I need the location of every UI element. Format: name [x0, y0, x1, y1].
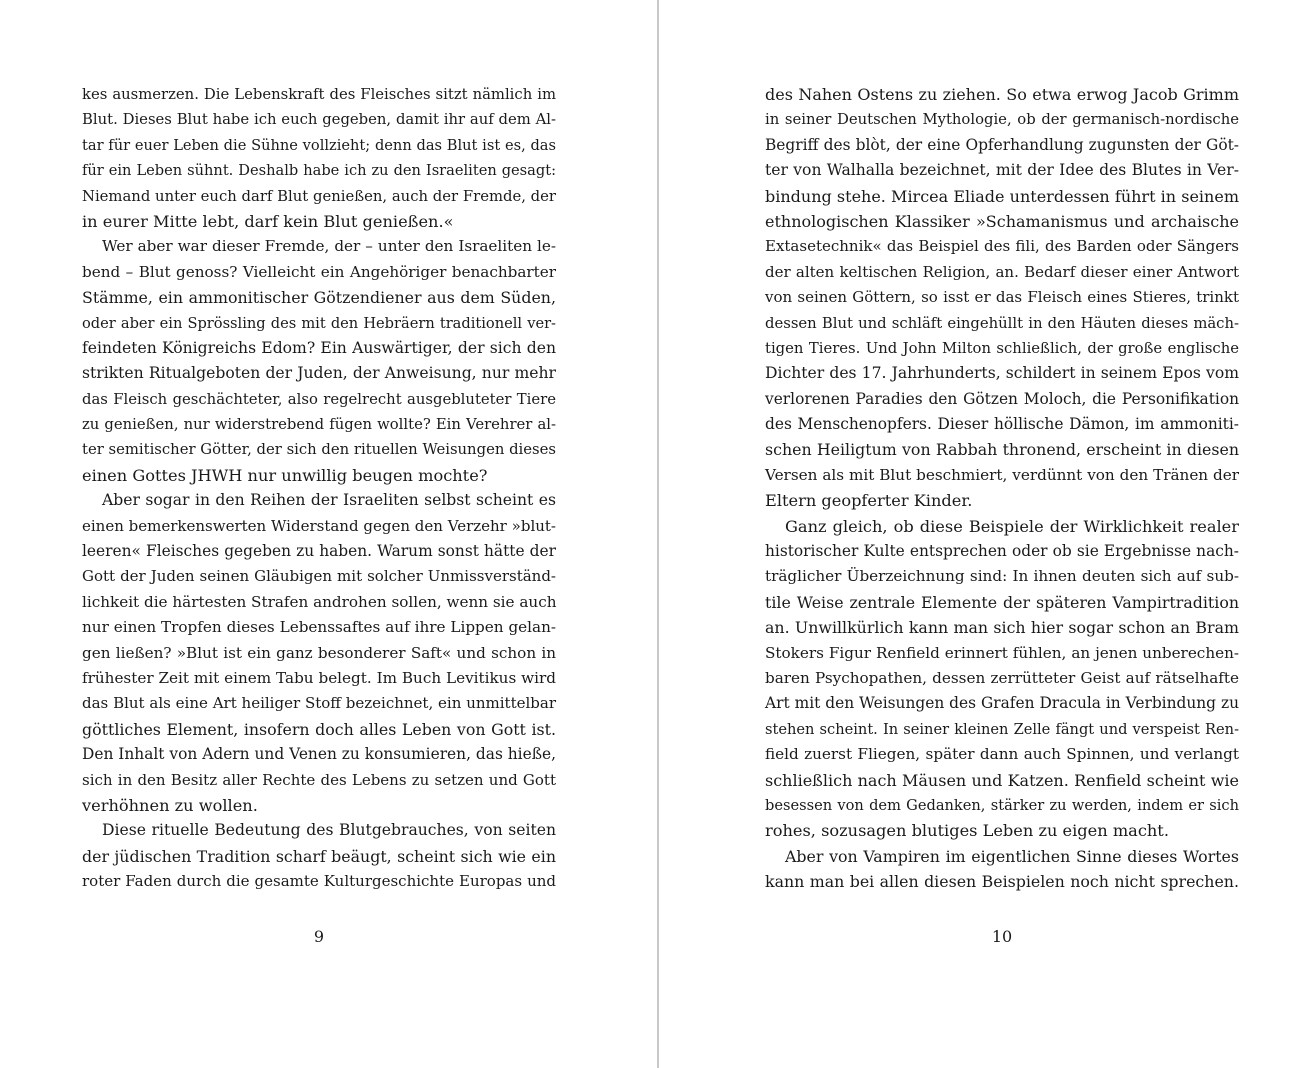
left-page [82, 82, 556, 895]
right-page-text [765, 82, 1239, 895]
text-line: bindung stehe. Mircea Eliade unterdessen führt in seinem [765, 186, 1239, 206]
text-line: Den Inhalt von Adern und Venen zu konsumieren, das hieße, [82, 745, 556, 764]
text-line: der alten keltischen Religion, an. Bedarf dieser einer Antwort [765, 262, 1239, 281]
text-line: nur einen Tropfen dieses Lebenssaftes auf ihre Lippen gelan- [82, 618, 556, 637]
text-line: für ein Leben sühnt. Deshalb habe ich zu den Israeliten gesagt: [82, 162, 556, 180]
text-line: ethnologischen Klassiker »Schamanismus und archaische [765, 211, 1239, 231]
text-line: frühester Zeit mit einem Tabu belegt. Im Buch Levitikus wird [82, 668, 556, 687]
page-number-right: 10 [991, 927, 1013, 946]
text-line: Dichter des 17. Jahrhunderts, schildert in seinem Epos vom [765, 364, 1239, 383]
text-line: sich in den Besitz aller Rechte des Lebens zu setzen und Gott [82, 770, 556, 789]
text-line: zu genießen, nur widerstrebend fügen wollte? Ein Verehrer al- [82, 416, 556, 434]
text-line: Aber von Vampiren im eigentlichen Sinne dieses Wortes [785, 846, 1239, 866]
text-line: Blut. Dieses Blut habe ich euch gegeben, damit ihr auf dem Al- [82, 111, 556, 129]
text-line: der jüdischen Tradition scharf beäugt, scheint sich wie ein [82, 846, 556, 866]
text-line: tile Weise zentrale Elemente der späteren Vampirtradition [765, 592, 1239, 612]
text-line: strikten Ritualgeboten der Juden, der Anweisung, nur mehr [82, 364, 556, 383]
text-line: schließlich nach Mäusen und Katzen. Renfield scheint wie [765, 770, 1239, 790]
left-page-text [82, 82, 556, 895]
text-line: dessen Blut und schläft eingehüllt in den Häuten dieses mäch- [765, 314, 1239, 332]
text-line: das Fleisch geschächteter, also regelrecht ausgebluteter Tiere [82, 390, 556, 408]
text-line: einen Gottes JHWH nur unwillig beugen mochte? [82, 465, 488, 485]
text-line: rohes, sozusagen blutiges Leben zu eigen macht. [765, 821, 1169, 841]
text-line: Diese rituelle Bedeutung des Blutgebrauches, von seiten [102, 821, 556, 840]
text-line: bend – Blut genoss? Vielleicht ein Angehöriger benachbarter [82, 262, 556, 281]
text-line: einen bemerkenswerten Widerstand gegen den Verzehr »blut- [82, 516, 556, 535]
text-line: verlorenen Paradies den Götzen Moloch, die Personifikation [765, 389, 1239, 408]
text-line: field zuerst Fliegen, später dann auch Spinnen, und verlangt [765, 745, 1239, 764]
text-line: tar für euer Leben die Sühne vollzieht; denn das Blut ist es, das [82, 136, 556, 154]
text-line: verhöhnen zu wollen. [82, 795, 258, 815]
text-line: oder aber ein Sprössling des mit den Hebräern traditionell ver- [82, 314, 556, 332]
text-line: ter von Walhalla bezeichnet, mit der Idee des Blutes in Ver- [765, 161, 1239, 180]
text-line: feindeten Königreichs Edom? Ein Auswärtiger, der sich den [82, 338, 556, 357]
text-line: kann man bei allen diesen Beispielen noch nicht sprechen. [765, 872, 1239, 892]
text-line: in eurer Mitte lebt, darf kein Blut genießen.« [82, 211, 454, 231]
text-line: Aber sogar in den Reihen der Israeliten selbst scheint es [102, 491, 556, 510]
text-line: Eltern geopferter Kinder. [765, 491, 973, 511]
text-line: Wer aber war dieser Fremde, der – unter den Israeliten le- [102, 237, 556, 256]
text-line: Niemand unter euch darf Blut genießen, auch der Fremde, der [82, 187, 556, 205]
text-line: träglicher Überzeichnung sind: In ihnen deuten sich auf sub- [765, 567, 1239, 586]
text-line: göttliches Element, insofern doch alles Leben von Gott ist. [82, 719, 556, 739]
page-gutter-divider [657, 0, 659, 1068]
text-line: in seiner Deutschen Mythologie, ob der germanisch-nordische [765, 111, 1239, 129]
text-line: schen Heiligtum von Rabbah thronend, erscheint in diesen [765, 440, 1239, 460]
text-line: Begriff des blòt, der eine Opferhandlung zugunsten der Göt- [765, 135, 1239, 154]
text-line: baren Psychopathen, dessen zerrütteter Geist auf rätselhafte [765, 668, 1239, 687]
text-line: des Menschenopfers. Dieser höllische Dämon, im ammoniti- [765, 415, 1239, 434]
text-line: das Blut als eine Art heiliger Stoff bezeichnet, ein unmittelbar [82, 694, 556, 713]
text-line: besessen von dem Gedanken, stärker zu werden, indem er sich [765, 796, 1239, 814]
text-line: Extasetechnik« das Beispiel des fili, des Barden oder Sängers [765, 237, 1239, 256]
text-line: stehen scheint. In seiner kleinen Zelle fängt und verspeist Ren- [765, 720, 1239, 738]
text-line: kes ausmerzen. Die Lebenskraft des Fleisches sitzt nämlich im [82, 86, 556, 103]
text-line: lichkeit die härtesten Strafen androhen sollen, wenn sie auch [82, 592, 557, 611]
text-line: historischer Kulte entsprechen oder ob sie Ergebnisse nach- [765, 542, 1239, 561]
right-page [765, 82, 1239, 895]
text-line: tigen Tieres. Und John Milton schließlich, der große englische [765, 339, 1239, 357]
text-line: Stokers Figur Renfield erinnert fühlen, an jenen unberechen- [765, 643, 1239, 662]
text-line: des Nahen Ostens zu ziehen. So etwa erwog Jacob Grimm [765, 85, 1239, 104]
text-line: gen ließen? »Blut ist ein ganz besonderer Saft« und schon in [82, 643, 556, 662]
text-line: Gott der Juden seinen Gläubigen mit solcher Unmissverständ- [82, 567, 556, 586]
text-line: Ganz gleich, ob diese Beispiele der Wirklichkeit realer [785, 516, 1239, 536]
text-line: von seinen Göttern, so isst er das Fleisch eines Stieres, trinkt [765, 288, 1239, 307]
text-line: ter semitischer Götter, der sich den rituellen Weisungen dieses [82, 441, 556, 459]
text-line: Art mit den Weisungen des Grafen Dracula in Verbindung zu [765, 694, 1239, 713]
page-number-left: 9 [313, 927, 325, 946]
text-line: an. Unwillkürlich kann man sich hier sogar schon an Bram [765, 618, 1239, 638]
text-line: roter Faden durch die gesamte Kulturgeschichte Europas und [82, 872, 556, 891]
text-line: Versen als mit Blut beschmiert, verdünnt von den Tränen der [765, 465, 1239, 484]
text-line: leeren« Fleisches gegeben zu haben. Warum sonst hätte der [82, 542, 556, 561]
text-line: Stämme, ein ammonitischer Götzendiener aus dem Süden, [82, 288, 556, 308]
